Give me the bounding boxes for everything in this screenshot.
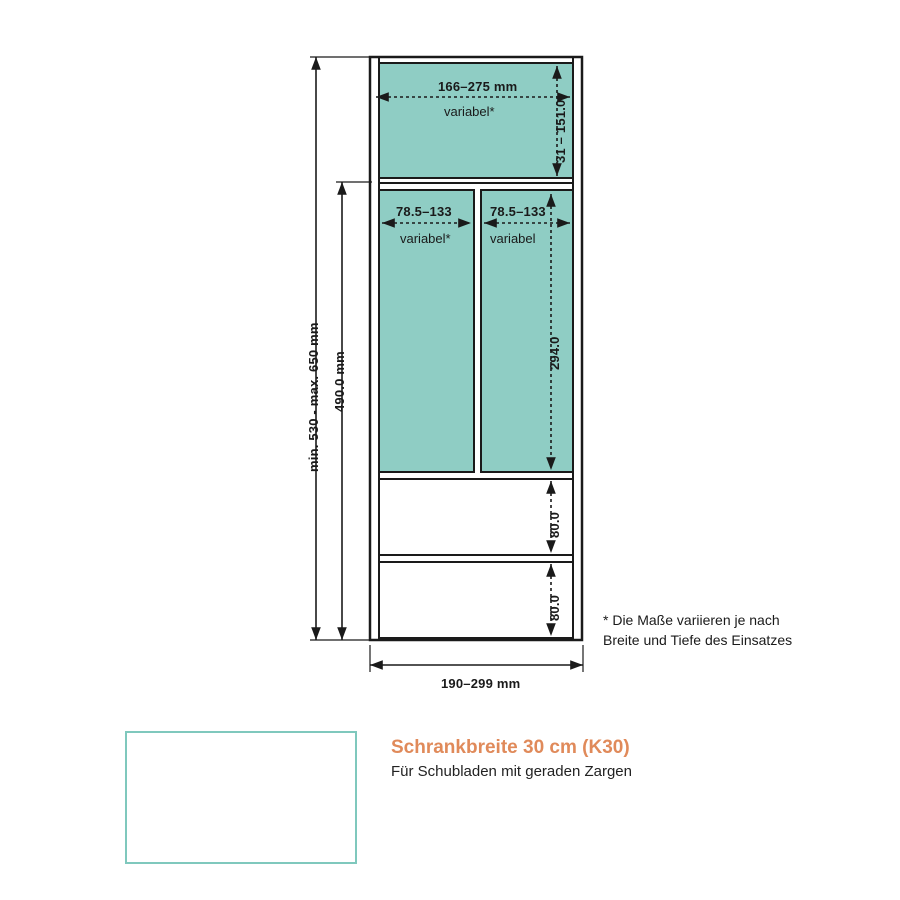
drawer-upper xyxy=(379,479,573,555)
label-mid-left-variabel: variabel* xyxy=(400,231,451,246)
corner-profile-swatch xyxy=(125,731,357,864)
caption-subtitle: Für Schubladen mit geraden Zargen xyxy=(391,763,632,780)
label-inner-height: 490.0 mm xyxy=(332,351,347,412)
label-drawer-upper-height: 80.0 xyxy=(547,511,562,538)
label-mid-height: 294.0 xyxy=(547,336,562,370)
footnote-line-2: Breite und Tiefe des Einsatzes xyxy=(603,632,793,648)
drawer-lower xyxy=(379,562,573,638)
label-mid-right-width: 78.5–133 xyxy=(490,204,546,219)
dim-bottom-width xyxy=(370,645,583,672)
label-mid-right-variabel: variabel xyxy=(490,231,536,246)
label-top-width: 166–275 mm xyxy=(438,79,518,94)
label-top-height: 31 – 151.0 xyxy=(553,99,568,163)
caption-title: Schrankbreite 30 cm (K30) xyxy=(391,737,630,758)
label-top-variabel: variabel* xyxy=(444,104,495,119)
label-outer-height: min. 530 - max. 650 mm xyxy=(306,322,321,472)
label-drawer-lower-height: 80.0 xyxy=(547,594,562,621)
label-mid-left-width: 78.5–133 xyxy=(396,204,452,219)
footnote-line-1: * Die Maße variieren je nach xyxy=(603,612,780,628)
label-bottom-width: 190–299 mm xyxy=(441,676,521,691)
